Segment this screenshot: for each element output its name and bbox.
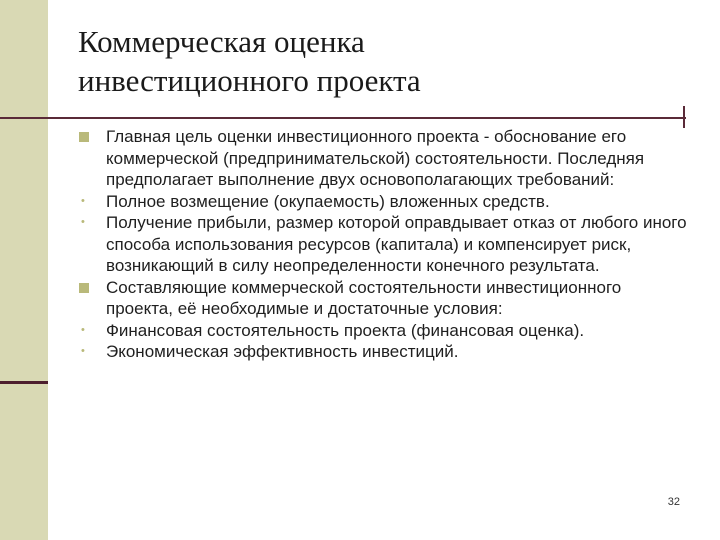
bullet-text: Финансовая состоятельность проекта (финансовая оценка). <box>106 320 585 340</box>
bullet-item <box>78 277 688 320</box>
bullet-item <box>78 212 688 277</box>
bullet-item <box>78 320 688 342</box>
bullet-item <box>78 191 688 213</box>
slide-title <box>78 22 698 100</box>
page-number: 32 <box>667 496 680 508</box>
bullet-list <box>78 126 688 363</box>
dot-bullet-icon: • <box>81 194 85 207</box>
square-bullet-icon <box>79 132 89 142</box>
bullet-item <box>78 126 688 191</box>
square-bullet-icon <box>79 283 89 293</box>
title-underline <box>0 117 686 119</box>
dot-bullet-icon: • <box>81 345 85 357</box>
dot-bullet-icon: • <box>81 323 85 336</box>
bullet-text: Главная цель оценки инвестиционного проекта - обоснование его коммерческой (предпринимательской) состоятельности. Последняя предполагает выполнение двух основополагающих требований: <box>106 127 645 189</box>
title-underline-tick <box>683 106 685 128</box>
bullet-item <box>78 341 688 363</box>
dot-bullet-icon: • <box>81 216 85 228</box>
bullet-text: Получение прибыли, размер которой оправдывает отказ от любого иного способа использования ресурсов (капитала) и компенсирует риск, возникающий в силу неопределенности конечного результата. <box>106 213 687 275</box>
title-line-1: Коммерческая оценка <box>78 24 365 59</box>
left-band-divider <box>0 381 48 384</box>
bullet-text: Составляющие коммерческой состоятельности инвестиционного проекта, её необходимые и достаточные условия: <box>106 277 622 318</box>
title-line-2: инвестиционного проекта <box>78 63 421 98</box>
bullet-text: Экономическая эффективность инвестиций. <box>106 342 459 361</box>
bullet-text: Полное возмещение (окупаемость) вложенных средств. <box>106 191 550 211</box>
left-decor-band <box>0 0 48 540</box>
